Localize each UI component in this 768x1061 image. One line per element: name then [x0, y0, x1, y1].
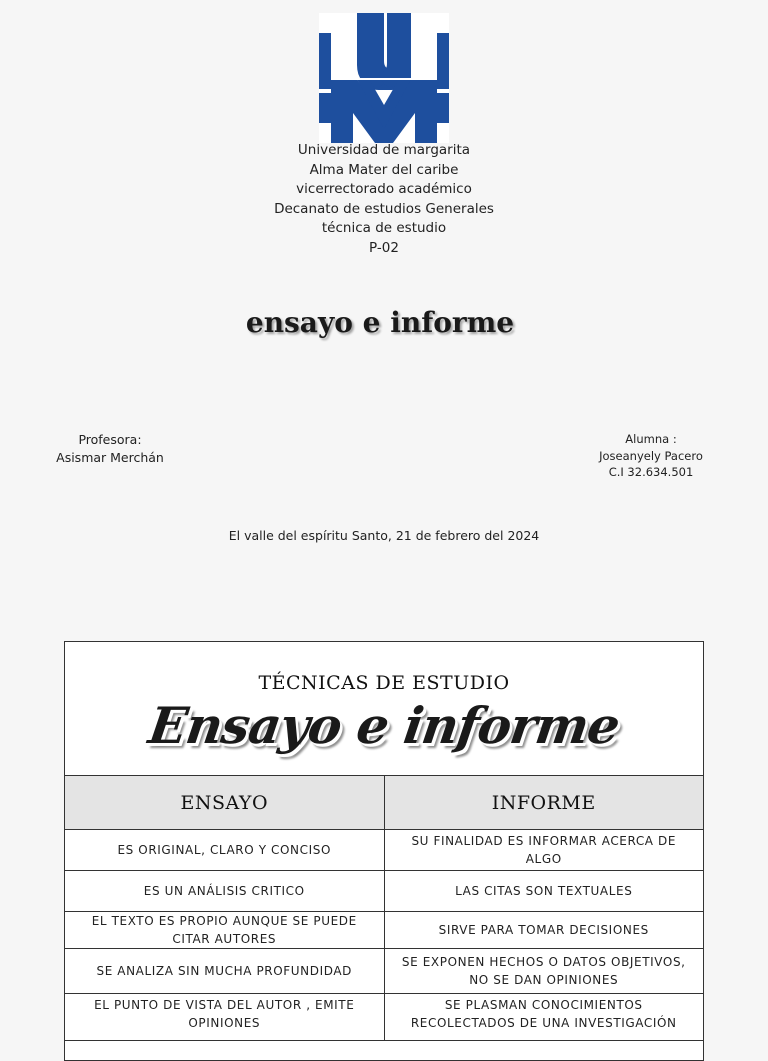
table-cell: EL TEXTO ES PROPIO AUNQUE SE PUEDE CITAR AUTORES	[65, 912, 384, 949]
table-cell: SE PLASMAN CONOCIMIENTOS RECOLECTADOS DE UNA INVESTIGACIÓN	[384, 994, 703, 1041]
student-name: Joseanyely Pacero	[599, 448, 703, 463]
table-cell: SE ANALIZA SIN MUCHA PROFUNDIDAD	[65, 949, 384, 994]
place-date: El valle del espíritu Santo, 21 de febrero del 2024	[228, 528, 540, 543]
deanery: Decanato de estudios Generales	[274, 200, 494, 217]
student-label: Alumna :	[625, 432, 677, 446]
table-cell: LAS CITAS SON TEXTUALES	[384, 871, 703, 912]
table-cell: SE EXPONEN HECHOS O DATOS OBJETIVOS, NO SE DAN OPINIONES	[384, 949, 703, 994]
comparison-table	[65, 776, 703, 1041]
table-cell: EL PUNTO DE VISTA DEL AUTOR , EMITE OPINIONES	[65, 994, 384, 1041]
course-name: técnica de estudio	[321, 220, 447, 237]
vice-rectorate: vicerrectorado académico	[296, 181, 472, 198]
student-id: C.I 32.634.501	[608, 465, 694, 479]
student-block	[586, 431, 716, 481]
card-title: Ensayo e informe	[145, 696, 623, 755]
card-subtitle: TÉCNICAS DE ESTUDIO	[258, 672, 510, 694]
professor-label: Profesora:	[78, 432, 142, 447]
table-cell: ES ORIGINAL, CLARO Y CONCISO	[65, 830, 384, 871]
table-header-row	[65, 776, 703, 830]
column-header-ensayo: ENSAYO	[65, 776, 384, 830]
university-logo-icon	[319, 13, 449, 143]
card-header	[65, 642, 703, 776]
table-row	[65, 949, 703, 994]
table-row	[65, 830, 703, 871]
professor-block	[40, 431, 180, 467]
university-motto: Alma Mater del caribe	[309, 161, 459, 178]
table-row	[65, 871, 703, 912]
university-name: Universidad de margarita	[297, 142, 471, 158]
section-code: P-02	[369, 239, 399, 256]
professor-name: Asismar Merchán	[56, 450, 164, 465]
table-cell: SIRVE PARA TOMAR DECISIONES	[384, 912, 703, 949]
document-title: ensayo e informe	[245, 306, 515, 339]
table-cell: SU FINALIDAD ES INFORMAR ACERCA DE ALGO	[384, 830, 703, 871]
column-header-informe: INFORME	[384, 776, 703, 830]
table-row	[65, 912, 703, 949]
table-row	[65, 994, 703, 1041]
comparison-card	[64, 641, 704, 1061]
institution-header	[184, 141, 584, 259]
table-cell: ES UN ANÁLISIS CRITICO	[65, 871, 384, 912]
